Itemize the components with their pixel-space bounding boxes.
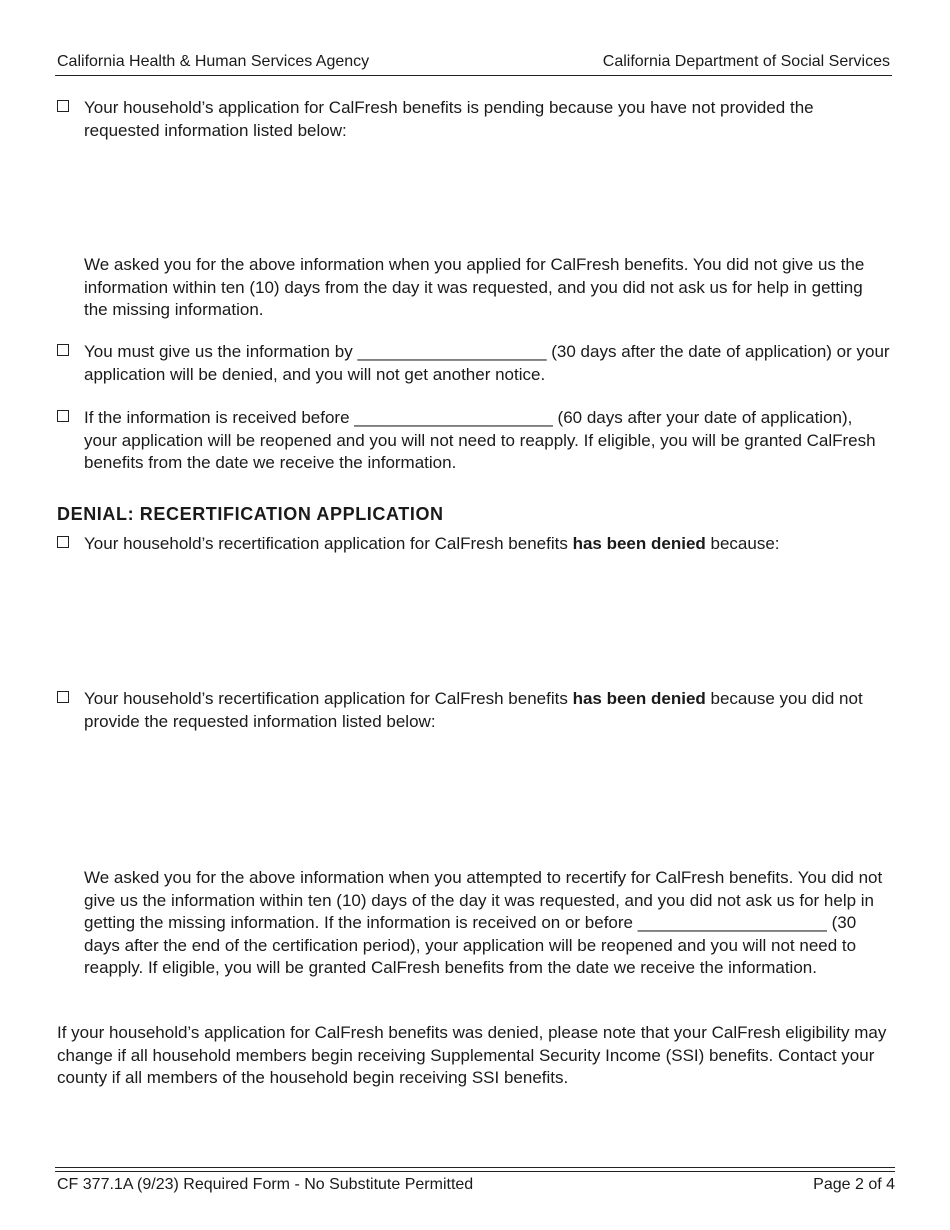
footer-page-number: Page 2 of 4 [813, 1176, 895, 1193]
ssi-note: If your household’s application for CalFresh benefits was denied, please note that your CalFresh eligibility may change if all household members begin receiving Supplemental Security Income (SSI) benefits. Contact your county if all members of the household begin receiving SSI benefits. [57, 1023, 887, 1087]
deadline-item [57, 341, 890, 386]
denial-missing-lead: Your household’s recertification application for CalFresh benefits [84, 689, 568, 708]
pending-asked-paragraph: We asked you for the above information when you applied for CalFresh benefits. You did not give us the information within ten (10) days from the day it was requested, and you did not ask us for help in getting the missing information. [84, 255, 865, 319]
reopen-lead: If the information is received before [84, 408, 350, 427]
deadline-lead: You must give us the information by [84, 342, 353, 361]
reopen-tail: (60 days after your date of application), your application will be reopened and you will not need to reapply. If eligible, you will be granted CalFresh benefits from the date we receive the information. [84, 408, 876, 472]
header-agency: California Health & Human Services Agency [57, 53, 370, 70]
denial-reason-bold: has been denied [572, 534, 706, 553]
denial-missing-text [84, 688, 890, 733]
deadline-checkbox[interactable] [57, 344, 69, 356]
recert-paragraph-lead: We asked you for the above information when you attempted to recertify for CalFresh benefits. You did not give us the information within ten (10) days of the day it was requested, and you did not ask us for help in getting the missing information. If the information is received on or before [84, 868, 883, 932]
pending-notice-item [57, 97, 890, 142]
denial-reason-text [84, 533, 890, 556]
denial-section-title: DENIAL: RECERTIFICATION APPLICATION [57, 504, 444, 524]
recert-paragraph-tail: (30 days after the end of the certification period), your application will be reopened and you will not need to reapply. If eligible, you will be granted CalFresh benefits from the date we receive the information. [84, 913, 857, 977]
pending-notice-text: Your household’s application for CalFresh benefits is pending because you have not provided the requested information listed below: [84, 98, 814, 140]
denial-missing-bold: has been denied [572, 689, 706, 708]
recert-paragraph [84, 867, 890, 980]
deadline-tail: (30 days after the date of application) or your application will be denied, and you will not get another notice. [84, 342, 890, 384]
reopen-date-blank[interactable]: _____________________ [354, 408, 553, 427]
footer-divider-top [55, 1167, 895, 1168]
footer-divider-bottom [55, 1171, 895, 1172]
denial-reason-tail: because: [710, 534, 780, 553]
reopen-item [57, 407, 890, 475]
denial-reason-checkbox[interactable] [57, 536, 69, 548]
denial-reason-item [57, 533, 890, 556]
deadline-date-blank[interactable]: ____________________ [357, 342, 547, 361]
denial-missing-item [57, 688, 890, 733]
pending-notice-checkbox[interactable] [57, 100, 69, 112]
recert-date-blank[interactable]: ____________________ [637, 913, 827, 932]
denial-missing-checkbox[interactable] [57, 691, 69, 703]
footer-form-id: CF 377.1A (9/23) Required Form - No Substitute Permitted [57, 1176, 474, 1193]
reopen-text [84, 407, 890, 475]
header-department: California Department of Social Services [602, 53, 890, 70]
denial-reason-lead: Your household’s recertification application for CalFresh benefits [84, 534, 568, 553]
reopen-checkbox[interactable] [57, 410, 69, 422]
denial-missing-tail: because you did not provide the requested information listed below: [84, 689, 863, 731]
header-divider [55, 75, 892, 76]
deadline-text [84, 341, 890, 386]
